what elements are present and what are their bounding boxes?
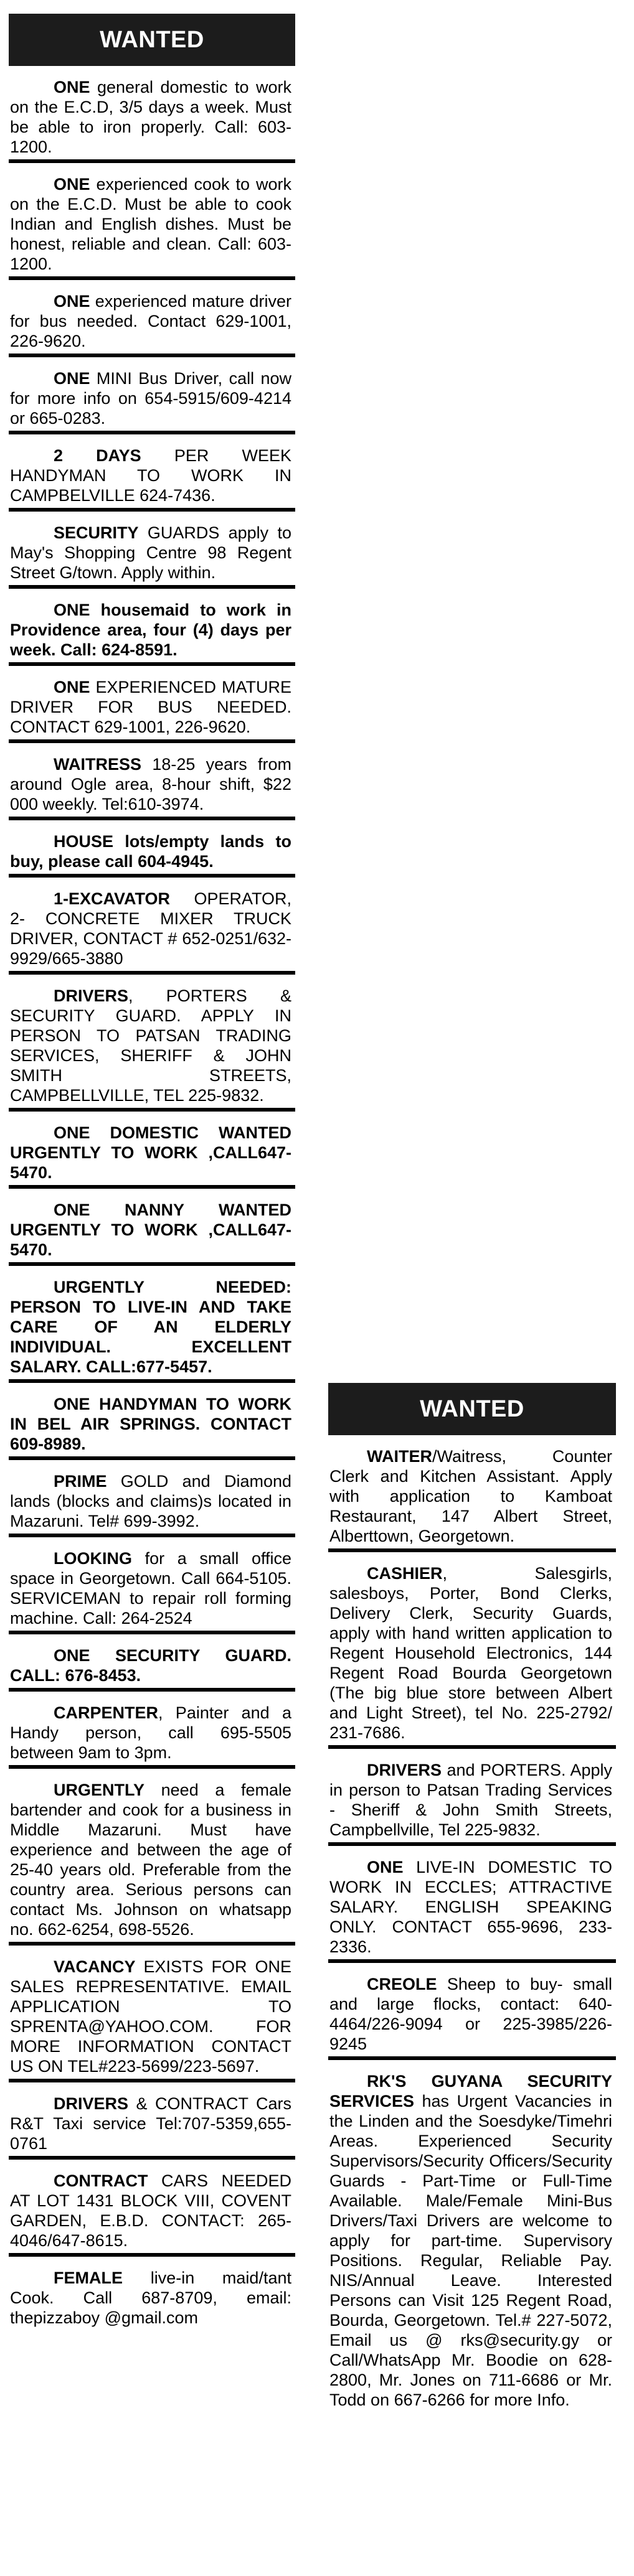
classified-ad xyxy=(9,434,295,512)
ad-lead: DRIVERS xyxy=(367,1761,442,1779)
ad-body: for a small office space in Georgetown. Call 664-5105. SERVICEMAN to repair roll forming machine. Call: 264-2524 xyxy=(10,1549,291,1628)
ad-lead: PRIME xyxy=(54,1472,107,1491)
classified-ad xyxy=(9,1537,295,1634)
ad-body: general domestic to work on the E.C.D, 3/5 days a week. Must be able to iron properly. Call: 603-1200. xyxy=(10,78,291,156)
ad-lead: ONE xyxy=(54,292,90,311)
ad-body: PER WEEK HANDYMAN TO WORK IN CAMPBELVILLE 624-7436. xyxy=(10,446,292,505)
ad-body: , Salesgirls, salesboys, Porter, Bond Clerks, Delivery Clerk, Security Guards, apply with hand written application to Regent Household Electronics, 144 Regent Road Bourda Georgetown (The big blue store between Albert and Light Street), tel No. 225-2792/ 231-7686. xyxy=(329,1564,612,1742)
classified-ad xyxy=(328,1435,616,1552)
ad-body: & CONTRACT Cars R&T Taxi service Tel:707-5359,655-0761 xyxy=(10,2094,291,2153)
ad-lead: CARPENTER xyxy=(54,1703,159,1722)
ad-lead: CASHIER xyxy=(367,1564,443,1583)
classified-ad xyxy=(9,1266,295,1383)
left-column xyxy=(9,0,295,2330)
classified-ad xyxy=(9,1769,295,1946)
ad-body: OPERATOR, 2- CONCRETE MIXER TRUCK DRIVER, CONTACT # 652-0251/632-9929/665-3880 xyxy=(10,889,291,968)
ad-lead: DRIVERS xyxy=(54,2094,129,2113)
classified-ad xyxy=(9,1634,295,1692)
ad-body: and PORTERS. Apply in person to Patsan Trading Services - Sheriff & John Smith Streets, Campbellville, Tel 225-9832. xyxy=(329,1761,612,1839)
ad-body: Sheep to buy- small and large flocks, contact: 640-4464/226-9094 or 225-3985/226-9245 xyxy=(329,1975,612,2053)
ad-lead: ONE HANDYMAN TO WORK IN BEL AIR SPRINGS. CONTACT 609-8989. xyxy=(10,1395,291,1453)
ad-lead: ONE xyxy=(54,175,90,194)
ad-lead: URGENTLY NEEDED: PERSON TO LIVE-IN AND TAKE CARE OF AN ELDERLY INDIVIDUAL. EXCELLENT SALARY. CALL:677-5457. xyxy=(10,1278,291,1376)
ad-body: EXISTS FOR ONE SALES REPRESENTATIVE. EMAIL APPLICATION TO SPRENTA@YAHOO.COM. FOR MORE INFORMATION CONTACT US ON TEL#223-5699/223-5697. xyxy=(10,1957,291,2076)
classified-ad xyxy=(9,1460,295,1537)
ad-body: GOLD and Diamond lands (blocks and claims)s located in Mazaruni. Tel# 699-3992. xyxy=(10,1472,291,1530)
ad-body: EXPERIENCED MATURE DRIVER FOR BUS NEEDED. CONTACT 629-1001, 226-9620. xyxy=(10,678,291,736)
ad-body: need a female bartender and cook for a business in Middle Mazaruni. Must have experience and between the age of 25-40 years old. Preferable from the country area. Serious persons can contact Ms. Johnson on whatsapp no. 662-6254, 698-5526. xyxy=(10,1781,291,1939)
classified-ad xyxy=(9,2160,295,2257)
classified-ad xyxy=(9,589,295,666)
ad-lead: ONE NANNY WANTED URGENTLY TO WORK ,CALL647-5470. xyxy=(10,1201,291,1259)
classified-ad xyxy=(9,357,295,434)
ad-lead: DRIVERS xyxy=(54,986,129,1005)
ad-lead: WAITRESS xyxy=(54,755,142,774)
ad-body: MINI Bus Driver, call now for more info on 654-5915/609-4214 or 665-0283. xyxy=(10,369,291,428)
classified-ad xyxy=(9,1189,295,1266)
ad-lead: VACANCY xyxy=(54,1957,136,1976)
ad-lead: ONE xyxy=(54,369,90,388)
classified-ad xyxy=(9,1692,295,1769)
ad-lead: ONE SECURITY GUARD. CALL: 676-8453. xyxy=(10,1646,291,1685)
ad-lead: CONTRACT xyxy=(54,2171,148,2190)
ad-body: LIVE-IN DOMESTIC TO WORK IN ECCLES; ATTRACTIVE SALARY. ENGLISH SPEAKING ONLY. CONTACT 655-9696, 233-2336. xyxy=(329,1858,612,1956)
classified-ad xyxy=(9,2257,295,2330)
ad-body: CARS NEEDED AT LOT 1431 BLOCK VIII, COVENT GARDEN, E.B.D. CONTACT: 265-4046/647-8615. xyxy=(10,2171,291,2250)
ad-lead: 1-EXCAVATOR xyxy=(54,889,171,908)
ad-lead: ONE xyxy=(367,1858,404,1876)
ad-lead: URGENTLY xyxy=(54,1781,145,1799)
ad-body: live-in maid/tant Cook. Call 687-8709, email: thepizzaboy @gmail.com xyxy=(10,2269,291,2327)
ad-lead: ONE housemaid to work in Providence area, four (4) days per week. Call: 624-8591. xyxy=(10,601,291,659)
right-column xyxy=(328,1383,616,2412)
section-header-wanted: WANTED xyxy=(328,1383,616,1435)
classified-ad xyxy=(9,1946,295,2082)
classified-ad xyxy=(9,2082,295,2160)
ad-lead: FEMALE xyxy=(54,2269,123,2287)
classified-ad xyxy=(328,1963,616,2060)
ad-body: experienced cook to work on the E.C.D. Must be able to cook Indian and English dishes. Must be honest, reliable and clean. Call: 603-1200. xyxy=(10,175,291,273)
ad-body: 18-25 years from around Ogle area, 8-hour shift, $22 000 weekly. Tel:610-3974. xyxy=(10,755,291,813)
classified-ad xyxy=(9,1112,295,1189)
ad-lead: CREOLE xyxy=(367,1975,437,1993)
ad-lead: ONE xyxy=(54,78,90,96)
classified-ad xyxy=(9,820,295,878)
classified-ad xyxy=(9,66,295,163)
classified-ad xyxy=(9,975,295,1112)
classified-ad xyxy=(9,512,295,589)
section-header-wanted: WANTED xyxy=(9,14,295,66)
classified-list xyxy=(328,1435,616,2412)
classified-ad xyxy=(9,1383,295,1460)
ad-body: , Painter and a Handy person, call 695-5505 between 9am to 3pm. xyxy=(10,1703,291,1762)
classified-list xyxy=(9,66,295,2330)
ad-body: experienced mature driver for bus needed. Contact 629-1001, 226-9620. xyxy=(10,292,291,350)
classified-ad xyxy=(9,743,295,820)
classified-ad xyxy=(328,1846,616,1963)
ad-lead: SECURITY xyxy=(54,523,139,542)
classified-ad xyxy=(328,1749,616,1846)
ad-lead: 2 DAYS xyxy=(54,446,141,465)
ad-lead: HOUSE lots/empty lands to buy, please call 604-4945. xyxy=(10,832,291,871)
ad-lead: WAITER xyxy=(367,1447,432,1466)
ad-lead: LOOKING xyxy=(54,1549,132,1568)
classified-ad xyxy=(9,666,295,743)
ad-lead: RK'S GUYANA SECURITY SERVICES xyxy=(329,2072,612,2110)
classified-ad xyxy=(9,163,295,280)
ad-body: has Urgent Vacancies in the Linden and the Soesdyke/Timehri Areas. Experienced Security Supervisors/Security Officers/Security Guards - Part-Time or Full-Time Available. Male/Female Mini-Bus Drivers/Taxi Drivers are welcome to apply for part-time. Supervisory Positions. Regular, Reliable Pay. NIS/Annual Leave. Interested Persons can Visit 125 Regent Road, Bourda, Georgetown. Tel.# 227-5072, Email us @ rks@security.gy or Call/WhatsApp Mr. Boodie on 628-2800, Mr. Jones on 711-6686 or Mr. Todd on 667-6266 for more Info. xyxy=(329,2092,612,2409)
classified-ad xyxy=(9,878,295,975)
ad-lead: ONE DOMESTIC WANTED URGENTLY TO WORK ,CALL647-5470. xyxy=(10,1123,291,1182)
classified-ad xyxy=(328,2060,616,2412)
ad-lead: ONE xyxy=(54,678,90,696)
classified-ad xyxy=(9,280,295,357)
ad-body: , PORTERS & SECURITY GUARD. APPLY IN PERSON TO PATSAN TRADING SERVICES, SHERIFF & JOHN SMITH STREETS, CAMPBELLVILLE, TEL 225-9832. xyxy=(10,986,291,1105)
ad-body: GUARDS apply to May's Shopping Centre 98 Regent Street G/town. Apply within. xyxy=(10,523,291,582)
ad-body: /Waitress, Counter Clerk and Kitchen Assistant. Apply with application to Kamboat Restaurant, 147 Albert Street, Alberttown, Georgetown. xyxy=(329,1447,612,1545)
classified-ad xyxy=(328,1552,616,1749)
